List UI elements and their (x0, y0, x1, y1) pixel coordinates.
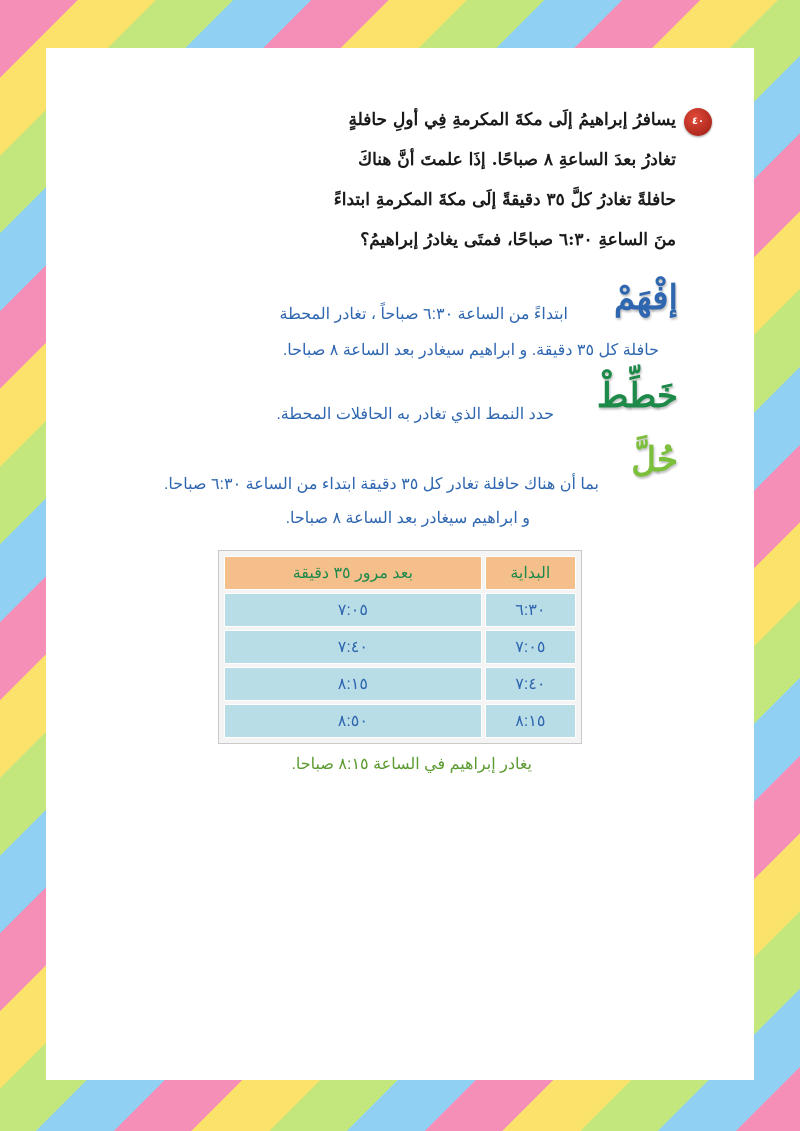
table-row (224, 667, 576, 701)
understand-text-line2: حافلة كل ٣٥ دقيقة. و ابراهيم سيغادر بعد الساعة ٨ صباحا. (282, 342, 659, 359)
problem-line: تغادرُ بعدَ الساعةِ ٨ صباحًا. إذَا علمتَ أنَّ هناكَ (358, 150, 676, 170)
table-cell: ٧:٠٥ (485, 630, 576, 664)
problem-line: يسافرُ إبراهيمُ إلَى مكةَ المكرمةِ فِي أولِ حافلةٍ (348, 110, 676, 130)
header-start: البداية (485, 556, 576, 590)
table-cell: ٨:١٥ (224, 667, 482, 701)
table-cell: ٦:٣٠ (485, 593, 576, 627)
problem-line: حافلةً تغادرُ كلَّ ٣٥ دقيقةً إلَى مكةَ المكرمةِ ابتداءً (333, 190, 676, 210)
table-cell: ٧:٤٠ (224, 630, 482, 664)
table-row (224, 593, 576, 627)
table-cell: ٧:٠٥ (224, 593, 482, 627)
understand-heading: إفْهَمْ (614, 278, 678, 318)
table-cell: ٧:٤٠ (485, 667, 576, 701)
table-header-row (224, 556, 576, 590)
solve-heading: حُلَّ (631, 440, 678, 480)
understand-text-line1: ابتداءً من الساعة ٦:٣٠ صباحاً ، تغادر المحطة (279, 306, 568, 323)
plan-heading: خَطِّطْ (596, 376, 678, 416)
problem-number-badge: ٤٠ (684, 108, 712, 136)
table-row (224, 630, 576, 664)
schedule-table-grid (221, 553, 579, 741)
solve-text-line1: بما أن هناك حافلة تغادر كل ٣٥ دقيقة ابتداء من الساعة ٦:٣٠ صباحا. (163, 476, 599, 493)
header-after-35-minutes: بعد مرور ٣٥ دقيقة (224, 556, 482, 590)
schedule-table (218, 550, 582, 744)
table-row (224, 704, 576, 738)
solve-text-line2: و ابراهيم سيغادر بعد الساعة ٨ صباحا. (285, 510, 530, 527)
table-cell: ٨:١٥ (485, 704, 576, 738)
problem-line: منَ الساعةِ ٦:٣٠ صباحًا، فمتَى يغادرُ إبراهيمُ؟ (360, 230, 676, 250)
worksheet-page (46, 48, 754, 1080)
plan-text: حدد النمط الذي تغادر به الحافلات المحطة. (276, 406, 554, 423)
final-answer: يغادر إبراهيم في الساعة ٨:١٥ صباحا. (291, 756, 532, 773)
table-cell: ٨:٥٠ (224, 704, 482, 738)
problem-statement (296, 100, 676, 260)
